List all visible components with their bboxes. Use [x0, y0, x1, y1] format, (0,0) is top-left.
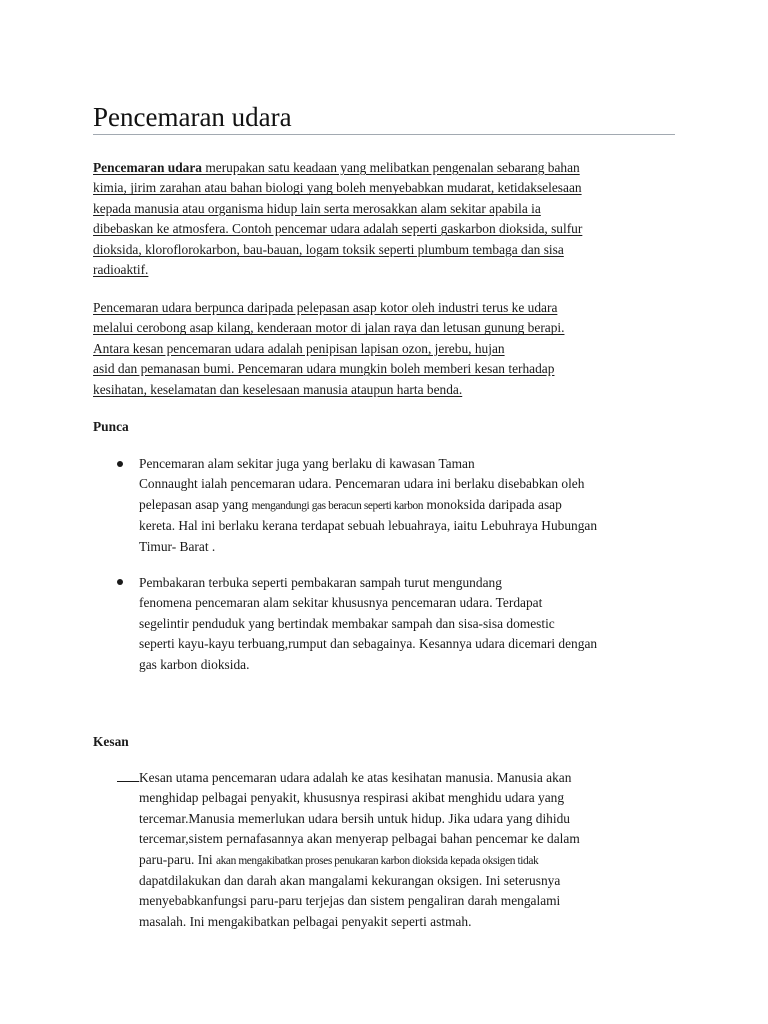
- kesan-line: tercemar,sistem pernafasannya akan menyerap pelbagai bahan pencemar ke dalam: [139, 831, 580, 847]
- list-item-line: fenomena pencemaran alam sekitar khususnya pencemaran udara. Terdapat: [139, 595, 543, 611]
- intro-line-5: dioksida, kloroflorokarbon, bau-bauan, logam toksik seperti plumbum tembaga dan sisa: [93, 241, 564, 257]
- kesan-line: masalah. Ini mengakibatkan pelbagai penyakit seperti astmah.: [139, 913, 472, 929]
- list-item-line: [139, 495, 597, 516]
- intro-paragraph: [93, 158, 582, 280]
- kesan-line: menghidap pelbagai penyakit, khususnya respirasi akibat menghidu udara yang: [139, 790, 565, 806]
- text-segment-condensed: akan mengakibatkan proses penukaran karbon dioksida kepada oksigen tidak: [215, 854, 539, 867]
- kesan-line: [117, 850, 580, 871]
- cause-overview-paragraph: [93, 298, 564, 400]
- intro-bold-lead: Pencemaran udara: [93, 160, 202, 175]
- para2-line-4: asid dan pemanasan bumi. Pencemaran udara mungkin boleh memberi kesan terhadap: [93, 361, 555, 377]
- text-segment: pelepasan asap yang: [139, 496, 252, 512]
- text-segment-condensed: mengandungi gas beracun seperti karbon: [251, 499, 424, 512]
- blank-underline: [117, 769, 139, 782]
- kesan-line: dapatdilakukan dan darah akan mangalami kekurangan oksigen. Ini seterusnya: [139, 873, 561, 889]
- list-item-line: gas karbon dioksida.: [139, 656, 250, 672]
- list-item-line: Pembakaran terbuka seperti pembakaran sampah turut mengundang: [139, 575, 502, 590]
- list-item-line: seperti kayu-kayu terbuang,rumput dan sebagainya. Kesannya udara dicemari dengan: [139, 636, 598, 652]
- list-item-line: kereta. Hal ini berlaku kerana terdapat sebuah lebuahraya, iaitu Lebuhraya Hubungan: [139, 518, 598, 534]
- list-item-line: Connaught ialah pencemaran udara. Pencemaran udara ini berlaku disebabkan oleh: [139, 476, 585, 492]
- para2-line-3: Antara kesan pencemaran udara adalah penipisan lapisan ozon, jerebu, hujan: [93, 340, 505, 356]
- list-item-punca-1: [139, 454, 597, 557]
- para2-line-1: Pencemaran udara berpunca daripada pelepasan asap kotor oleh industri terus ke udara: [93, 300, 558, 315]
- text-segment: monoksida daripada asap: [423, 496, 562, 512]
- para2-line-2: melalui cerobong asap kilang, kenderaan motor di jalan raya dan letusan gunung berapi.: [93, 320, 565, 336]
- page-title: Pencemaran udara: [93, 100, 675, 135]
- intro-line-2: kimia, jirim zarahan atau bahan biologi yang boleh menyebabkan mudarat, ketidakselesaan: [93, 180, 582, 196]
- kesan-line-1: [117, 768, 580, 788]
- bullet-icon: [117, 461, 123, 469]
- text-segment: Kesan utama pencemaran udara adalah ke atas kesihatan manusia. Manusia akan: [139, 770, 572, 785]
- kesan-line: menyebabkanfungsi paru-paru terjejas dan sistem pengaliran darah mengalami: [139, 893, 561, 909]
- list-item-punca-2: [139, 573, 597, 675]
- section-heading-punca: Punca: [93, 419, 129, 434]
- intro-line-6: radioaktif.: [93, 262, 149, 278]
- intro-line-3: kepada manusia atau organisma hidup lain serta merosakkan alam sekitar apabila ia: [93, 200, 541, 216]
- list-item-line: Timur- Barat .: [139, 538, 216, 554]
- list-item-line: segelintir penduduk yang bertindak membakar sampah dan sisa-sisa domestic: [139, 615, 555, 631]
- section-heading-kesan: Kesan: [93, 734, 129, 749]
- intro-line-1-rest: merupakan satu keadaan yang melibatkan pengenalan sebarang bahan: [201, 160, 580, 175]
- intro-line-4: dibebaskan ke atmosfera. Contoh pencemar udara adalah seperti gaskarbon dioksida, sulfur: [93, 221, 583, 237]
- text-segment: paru-paru. Ini: [139, 851, 216, 867]
- para2-line-5: kesihatan, keselamatan dan keselesaan manusia ataupun harta benda.: [93, 381, 463, 397]
- kesan-paragraph: [117, 768, 580, 932]
- list-item-line: Pencemaran alam sekitar juga yang berlaku di kawasan Taman: [139, 456, 475, 471]
- bullet-icon: [117, 579, 123, 587]
- intro-line-1: [93, 158, 582, 178]
- kesan-line: tercemar.Manusia memerlukan udara bersih untuk hidup. Jika udara yang dihidu: [139, 810, 570, 826]
